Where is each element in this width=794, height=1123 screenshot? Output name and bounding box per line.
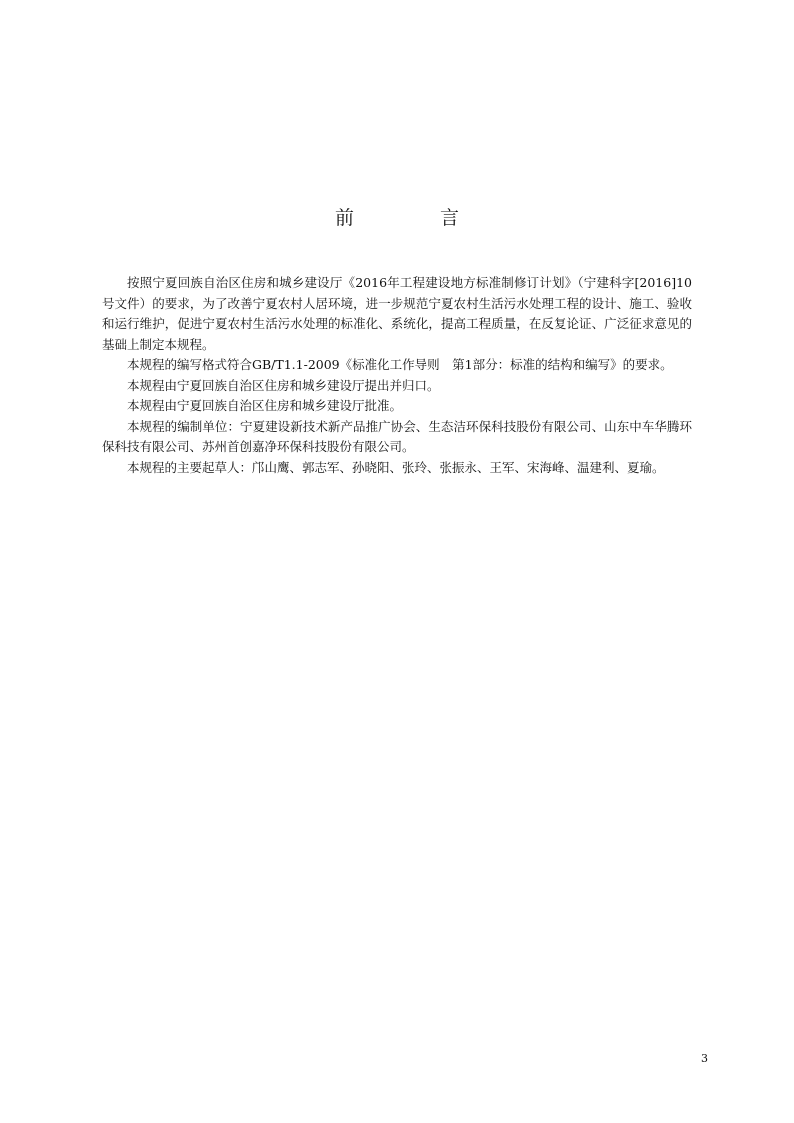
paragraph-proposer: 本规程由宁夏回族自治区住房和城乡建设厅提出并归口。 — [127, 377, 440, 393]
paragraph-format: 本规程的编写格式符合GB/T1.1-2009《标准化工作导则 第1部分：标准的结构和编写》的要求。 — [127, 357, 673, 372]
paragraph-drafters: 本规程的主要起草人：邝山鹰、郭志军、孙晓阳、张玲、张振永、王军、宋海峰、温建利、夏瑜。 — [127, 459, 665, 475]
paragraph-plan: 按照宁夏回族自治区住房和城乡建设厅《2016年工程建设地方标准制修订计划》（宁建科字[2016]10号文件）的要求，为了改善宁夏农村人居环境，进一步规范宁夏农村生活污水处理工程的设计、施工、验收和运行维护，促进宁夏农村生活污水处理的标准化、系统化，提高工程质量，在反复论证、广泛征求意见的基础上制定本规程。 — [102, 275, 692, 352]
paragraph-units: 本规程的编制单位：宁夏建设新技术新产品推广协会、生态洁环保科技股份有限公司、山东中车华腾环保科技有限公司、苏州首创嘉净环保科技股份有限公司。 — [102, 418, 692, 454]
preface-body — [102, 273, 692, 478]
paragraph-approver: 本规程由宁夏回族自治区住房和城乡建设厅批准。 — [127, 398, 403, 413]
page-title: 前 言 — [334, 207, 500, 229]
page-number: 3 — [701, 1052, 708, 1065]
